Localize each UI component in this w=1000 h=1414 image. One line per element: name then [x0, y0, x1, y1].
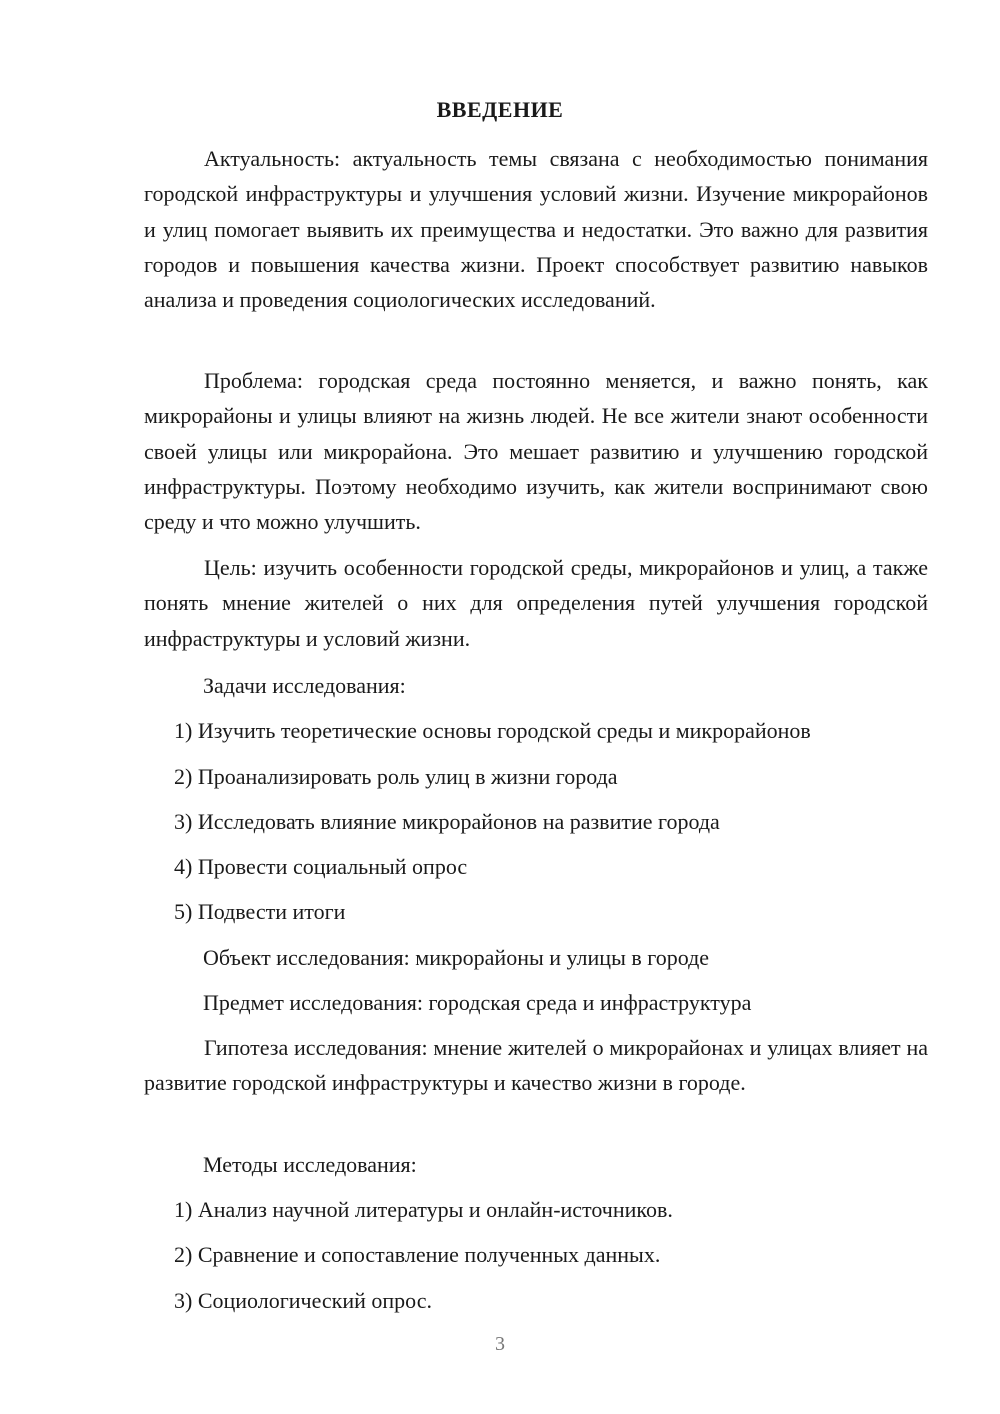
- object-line: Объект исследования: микрорайоны и улицы в городе: [203, 945, 710, 970]
- hypothesis-paragraph: Гипотеза исследования: мнение жителей о микрорайонах и улицах влияет на развитие городской инфраструктуры и качество жизни в городе.: [144, 1035, 928, 1096]
- method-item: 1) Анализ научной литературы и онлайн-источников.: [174, 1197, 673, 1222]
- relevance-paragraph: Актуальность: актуальность темы связана с необходимостью понимания городской инфраструктуры и улучшения условий жизни. Изучение микрорайонов и улиц помогает выявить их преимущества и недостатки. Это важно для развития городов и повышения качества жизни. Проект способствует развитию навыков анализа и проведения социологических исследований.: [144, 146, 928, 313]
- methods-label: Методы исследования:: [203, 1152, 417, 1177]
- page-number: 3: [495, 1333, 505, 1355]
- task-item: 4) Провести социальный опрос: [174, 854, 468, 879]
- goal-paragraph: Цель: изучить особенности городской среды, микрорайонов и улиц, а также понять мнение жителей о них для определения путей улучшения городской инфраструктуры и условий жизни.: [144, 555, 928, 651]
- task-item: 2) Проанализировать роль улиц в жизни города: [174, 764, 618, 789]
- problem-paragraph: Проблема: городская среда постоянно меняется, и важно понять, как микрорайоны и улицы влияют на жизнь людей. Не все жители знают особенности своей улицы или микрорайона. Это мешает развитию и улучшению городской инфраструктуры. Поэтому необходимо изучить, как жители воспринимают свою среду и что можно улучшить.: [144, 368, 928, 535]
- task-item: 1) Изучить теоретические основы городской среды и микрорайонов: [174, 718, 811, 743]
- tasks-label: Задачи исследования:: [203, 673, 406, 698]
- task-item: 3) Исследовать влияние микрорайонов на развитие города: [174, 809, 720, 834]
- task-item: 5) Подвести итоги: [174, 899, 346, 924]
- method-item: 2) Сравнение и сопоставление полученных данных.: [174, 1242, 661, 1267]
- subject-line: Предмет исследования: городская среда и инфраструктура: [203, 990, 752, 1015]
- section-heading: ВВЕДЕНИЕ: [436, 97, 564, 122]
- method-item: 3) Социологический опрос.: [174, 1288, 432, 1313]
